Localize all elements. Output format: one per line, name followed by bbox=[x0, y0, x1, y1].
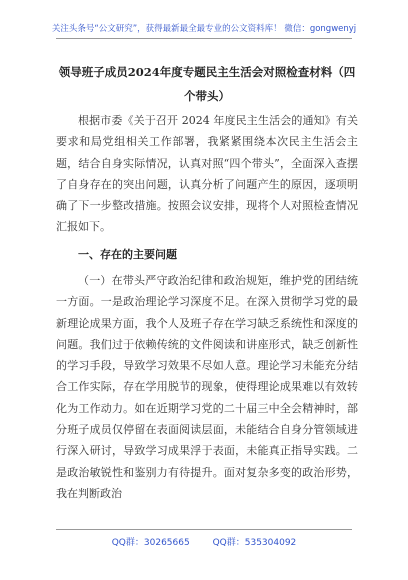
intro-paragraph: 根据市委《关于召开 2024 年度民主生活会的通知》有关要求和局党组相关工作部署，我紧紧围绕本次民主生活会主题，结合自身实际情况，认真对照“四个带头”，全面深入查摆了自身存在的突出问题，认真分析了问题产生的原因，逐项明确了下一步整改措施。按照会议安排，现将个人对照检查情况汇报如下。 bbox=[56, 114, 358, 234]
section-body-paragraph: （一）在带头严守政治纪律和政治规矩，维护党的团结统一方面。一是政治理论学习深度不足。在深入贯彻学习党的最新理论成果方面，我个人及班子存在学习缺乏系统性和深度的问题。我们过于依赖传统的文件阅读和讲座形式，缺乏创新性的学习手段，导致学习效果不尽如人意。理论学习未能充分结合工作实际，存在学用脱节的现象，使得理论成果难以有效转化为工作动力。如在近期学习党的二十届三中全会精神时，部分班子成员仅停留在表面阅读层面，未能结合自身分管领域进行深入研讨，导致学习成果浮于表面，未能真正指导实践。二是政治敏锐性和鉴别力有待提升。面对复杂多变的政治形势，我在判断政治 bbox=[56, 274, 358, 500]
footer-qq-group-1[interactable]: QQ群：30265665 bbox=[111, 538, 190, 548]
footer-qq-group-2[interactable]: QQ群：535304092 bbox=[212, 538, 297, 548]
footer bbox=[0, 535, 408, 548]
footer-divider bbox=[56, 529, 352, 530]
header-divider bbox=[56, 38, 352, 39]
document-title: 领导班子成员2024年度专题民主生活会对照检查材料（四个带头） bbox=[58, 65, 356, 103]
intro-paragraph-container bbox=[56, 110, 358, 238]
header-banner: 关注头条号“公文研究”，获得最新最全最专业的公文资料库！ 微信：gongwenyj bbox=[51, 24, 357, 34]
section-body-container bbox=[56, 270, 358, 504]
section-heading: 一、存在的主要问题 bbox=[78, 248, 177, 261]
